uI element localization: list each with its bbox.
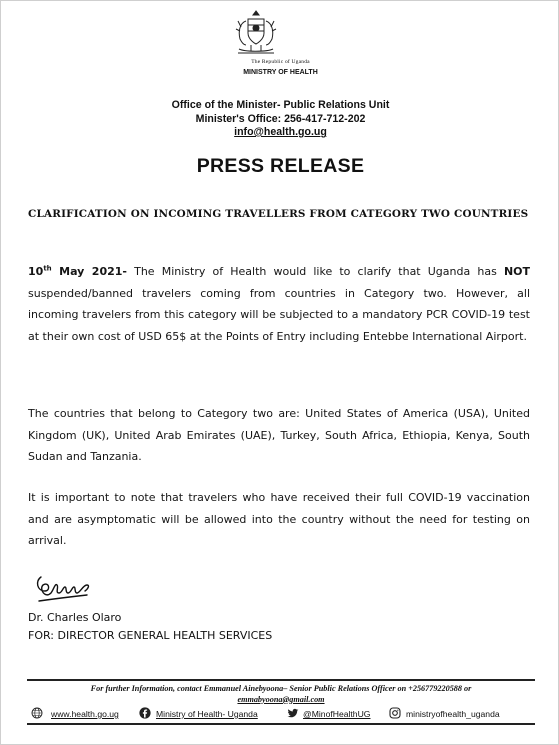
footer-contact (31, 684, 531, 705)
globe-icon (31, 707, 43, 719)
not-emphasis: NOT (503, 265, 531, 278)
date-suffix: th (43, 264, 52, 273)
signer-title: FOR: DIRECTOR GENERAL HEALTH SERVICES (28, 629, 273, 642)
paragraph-1-text-a: The Ministry of Health would like to clarify that Uganda has (126, 265, 504, 278)
footer-rule-top (27, 679, 535, 681)
instagram-link[interactable]: ministryofhealth_uganda (406, 709, 500, 719)
office-line: Office of the Minister- Public Relations Unit (171, 99, 390, 111)
paragraph-1 (28, 261, 530, 347)
date-rest: May 2021- (51, 265, 127, 278)
twitter-link[interactable]: @MinofHealthUG (303, 709, 371, 719)
facebook-icon (139, 707, 151, 719)
date-day: 10 (28, 265, 44, 278)
republic-label: The Republic of Uganda (251, 59, 310, 65)
page-title: PRESS RELEASE (196, 155, 365, 177)
footer-contact-line: For further Information, contact Emmanuel Ainebyoona– Senior Public Relations Officer on +256779220588 or (90, 684, 472, 693)
footer-contact-email[interactable]: emmabyoona@gmail.com (237, 694, 325, 704)
phone-line: Minister's Office: 256-417-712-202 (195, 112, 366, 125)
release-date (28, 265, 127, 278)
instagram-icon (389, 707, 401, 719)
twitter-icon (287, 707, 299, 719)
website-link[interactable]: www.health.go.ug (51, 709, 119, 719)
office-block (1, 99, 559, 140)
signature-icon (31, 567, 121, 607)
coat-of-arms-icon (233, 7, 279, 59)
ministry-label: MINISTRY OF HEALTH (243, 69, 318, 76)
release-heading: CLARIFICATION ON INCOMING TRAVELLERS FROM CATEGORY TWO COUNTRIES (28, 208, 529, 220)
signer-name: Dr. Charles Olaro (28, 611, 122, 624)
footer-rule-bottom (27, 723, 535, 725)
paragraph-3: It is important to note that travelers who have received their full COVID-19 vaccination and are asymptomatic will be allowed into the country without the need for testing on arrival. (28, 491, 530, 547)
footer-links (29, 705, 533, 723)
paragraph-2: The countries that belong to Category two are: United States of America (USA), United Kingdom (UK), United Arab Emirates (UAE), Turkey, South Africa, Ethiopia, Kenya, South Sudan and Tanzania. (28, 407, 530, 463)
email-link[interactable]: info@health.go.ug (234, 126, 327, 138)
paragraph-1-text-b: suspended/banned travelers coming from countries in Category two. However, all incoming travelers from this category will be subjected to a mandatory PCR COVID-19 test at their own cost of USD 65$ at the Points of Entry including Entebbe International Airport. (28, 286, 530, 343)
facebook-link[interactable]: Ministry of Health- Uganda (156, 709, 258, 719)
